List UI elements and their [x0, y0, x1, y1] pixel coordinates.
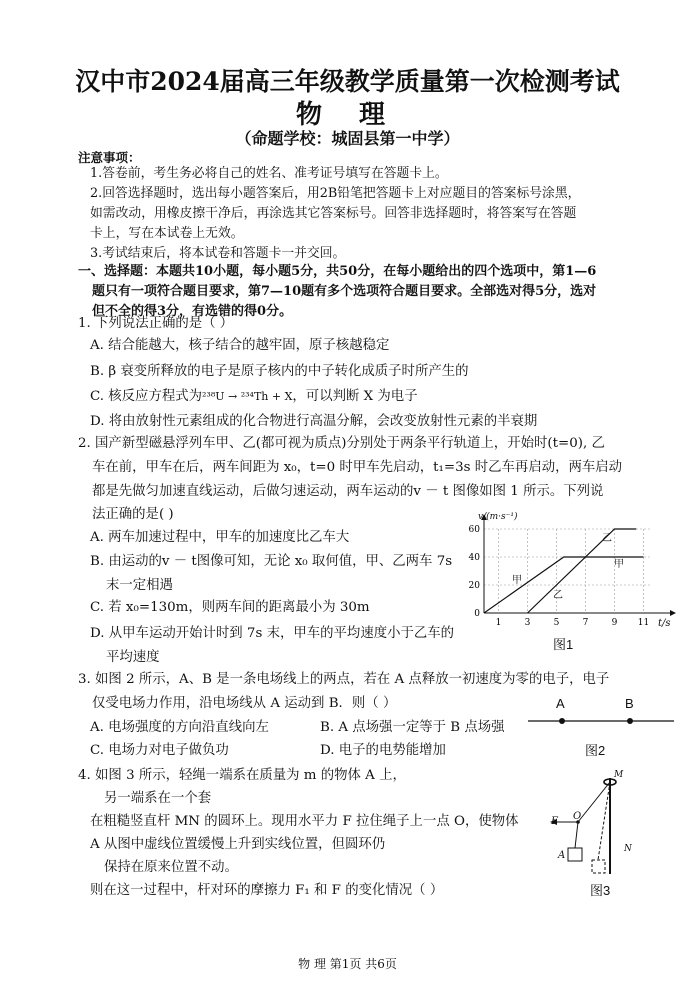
chart-series	[484, 529, 644, 613]
label-a: A	[558, 850, 566, 861]
q2-stem: 2. 国产新型磁悬浮列车甲、乙(都可视为质点)分别处于两条平行轨道上，开始时(t=0), 乙	[78, 436, 605, 451]
dashed-block	[592, 860, 605, 873]
y-tick-label: 0	[474, 609, 480, 619]
page-footer: 物 理 第1页 共6页	[298, 957, 397, 971]
rod-ring-diagram	[540, 770, 680, 880]
notice-heading: 注意事项：	[78, 150, 141, 165]
q1-option-c	[90, 387, 418, 407]
dashed-rope	[598, 782, 610, 860]
section-heading: 题只有一项符合题目要求，第7—10题有多个选项符合题目要求。全部选对得5分，选对	[92, 284, 597, 299]
q4-stem: 保持在原来位置不动。	[104, 860, 238, 875]
q1-option-b: B. β 衰变所释放的电子是原子核内的中子转化成质子时所产生的	[90, 364, 469, 379]
series-end-label-yi: 乙	[602, 533, 612, 544]
point-a-label: A	[556, 696, 565, 711]
q2-option-d: D. 从甲车运动开始计时到 7s 末，甲车的平均速度小于乙车的	[90, 626, 455, 641]
lower-rope	[575, 822, 578, 848]
q1-stem: 1. 下列说法正确的是（ ）	[78, 316, 234, 331]
q2-option-c: C. 若 x₀=130m，则两车间的距离最小为 30m	[90, 600, 370, 615]
q4-stem: 在粗糙竖直杆 MN 的圆环上。现用水平力 F 拉住绳子上一点 O，使物体	[90, 814, 519, 829]
chart-grid	[484, 529, 652, 613]
section-heading: 一、选择题：本题共10小题，每小题5分，共50分，在每小题给出的四个选项中，第1—6	[78, 264, 597, 279]
y-tick-label: 60	[468, 525, 480, 535]
q1-option-c-post: ，可以判断 X 为电子	[292, 389, 418, 404]
section-heading: 但不全的得3分，有选错的得0分。	[92, 304, 293, 319]
series-label-yi: 乙	[553, 590, 563, 601]
x-tick-label: 1	[495, 618, 502, 628]
x-tick-label: 11	[637, 618, 650, 628]
x-axis-arrow	[670, 610, 676, 616]
q4-stem: 4. 如图 3 所示，轻绳一端系在质量为 m 的物体 A 上，	[78, 768, 406, 783]
figure-1-caption: 图1	[553, 637, 574, 652]
q4-stem: 则在这一过程中，杆对环的摩擦力 F₁ 和 F 的变化情况（ ）	[90, 883, 444, 898]
label-o: O	[573, 811, 582, 822]
chart-ylabel: v/(m·s⁻¹)	[478, 512, 518, 522]
q3-stem: 3. 如图 2 所示，A、B 是一条电场线上的两点，若在 A 点释放一初速度为零的电子，电子	[78, 672, 610, 687]
figure-3-caption: 图3	[590, 883, 611, 898]
chart-axes	[481, 514, 676, 616]
label-f: F	[551, 816, 558, 827]
q3-option-a: A. 电场强度的方向沿直线向左	[90, 720, 269, 735]
school-line: （命题学校：城固县第一中学）	[235, 129, 460, 148]
point-b-label: B	[625, 696, 634, 711]
q2-stem: 车在前，甲车在后，两车间距为 x₀，t=0 时甲车先启动，t₁=3s 时乙车再启动，两车启动	[92, 460, 623, 475]
y-tick-label: 20	[468, 581, 480, 591]
chart-xlabel: t/s	[658, 618, 671, 629]
notice-line: 1.答卷前，考生务必将自己的姓名、准考证号填写在答题卡上。	[90, 166, 448, 181]
q2-option-a: A. 两车加速过程中，甲车的加速度比乙车大	[90, 530, 350, 545]
upper-rope	[578, 782, 610, 822]
q2-stem: 都是先做匀加速直线运动，后做匀速运动，两车运动的v － t 图像如图 1 所示。下列说	[92, 484, 604, 499]
x-tick-label: 7	[582, 618, 589, 628]
notice-line: 2.回答选择题时，选出每小题答案后，用2B铅笔把答题卡上对应题目的答案标号涂黑，	[90, 186, 581, 201]
figure-2-caption: 图2	[585, 743, 606, 758]
q3-option-b: B. A 点场强一定等于 B 点场强	[320, 720, 505, 735]
q2-option-d-cont: 平均速度	[106, 650, 160, 665]
point-a-dot	[559, 718, 565, 724]
q4-stem: 另一端系在一个套	[104, 791, 212, 806]
notice-line: 如需改动，用橡皮擦干净后，再涂选其它答案标号。回答非选择题时，将答案写在答题	[90, 206, 577, 221]
x-tick-label: 9	[611, 618, 618, 628]
field-line-diagram	[528, 714, 674, 728]
notice-line: 3.考试结束后，将本试卷和答题卡一并交回。	[90, 246, 346, 261]
q2-option-b: B. 由运动的v － t图像可知，无论 x₀ 取何值，甲、乙两车 7s	[90, 554, 453, 569]
y-tick-label: 40	[468, 553, 480, 563]
series-label-jia: 甲	[512, 575, 522, 586]
label-n: N	[624, 844, 632, 854]
series-end-label-jia: 甲	[614, 559, 624, 570]
subject-title: 物 理	[295, 100, 400, 130]
q2-option-b-cont: 末一定相遇	[106, 578, 173, 593]
q1-option-a: A. 结合能越大，核子结合的越牢固，原子核越稳定	[90, 338, 390, 353]
notice-line: 卡上，写在本试卷上无效。	[90, 226, 244, 241]
q3-stem: 仅受电场力作用，沿电场线从 A 运动到 B．则（ ）	[92, 696, 397, 711]
q1-option-c-pre: C. 核反应方程式为	[90, 389, 203, 404]
q3-option-d: D. 电子的电势能增加	[320, 743, 446, 758]
vt-chart	[462, 510, 684, 654]
x-tick-label: 3	[524, 618, 531, 628]
nuclear-equation: ²³⁸U → ²³⁴Th + X	[202, 390, 293, 403]
block-a	[568, 848, 582, 861]
exam-title: 汉中市2024届高三年级教学质量第一次检测考试	[75, 67, 620, 96]
point-b-dot	[627, 718, 633, 724]
q3-option-c: C. 电场力对电子做负功	[90, 743, 229, 758]
label-m: M	[614, 770, 624, 780]
q1-option-d: D. 将由放射性元素组成的化合物进行高温分解，会改变放射性元素的半衰期	[90, 414, 538, 429]
x-tick-label: 5	[553, 618, 560, 628]
q4-stem: A 从图中虚线位置缓慢上升到实线位置，但圆环仍	[90, 837, 386, 852]
q2-stem: 法正确的是( )	[92, 507, 174, 522]
